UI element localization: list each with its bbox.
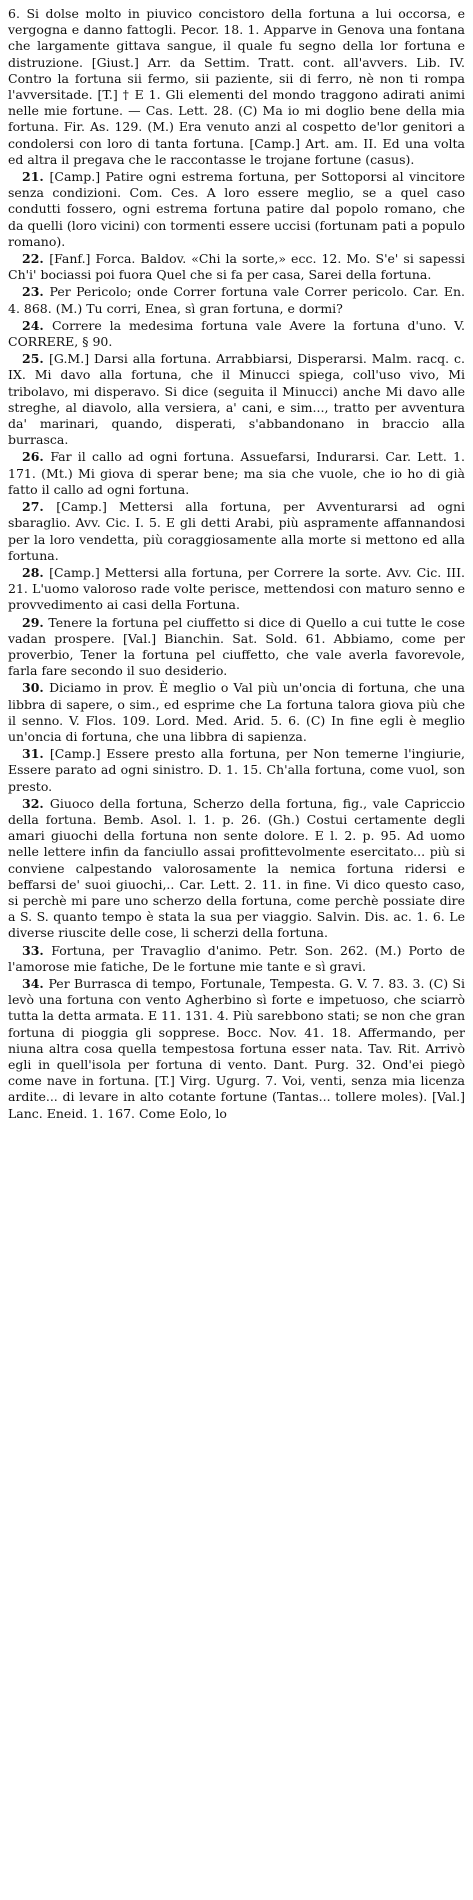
entry-24: 24. Correre la medesima fortuna vale Avere la fortuna d'uno. V. CORRERE, § 90. [8,317,465,350]
entry-number: 25. [22,351,50,367]
entry-number: 24. [22,317,52,333]
entry-number: 30. [22,680,50,696]
entry-27: 27. [Camp.] Mettersi alla fortuna, per Avventurarsi ad ogni sbaraglio. Avv. Cic. I. 5. E gli detti Arabi, più aspramente affannandosi per la loro vendetta, più coraggiosamente alla morte si mettono ed alla fortuna. [8,499,465,563]
entry-number: 23. [22,284,50,300]
entry-number: 33. [22,942,52,958]
entry-number: 27. [22,499,57,515]
entry-number: 32. [22,795,50,811]
entry-25: 25. [G.M.] Darsi alla fortuna. Arrabbiarsi, Disperarsi. Malm. racq. c. IX. Mi davo alla fortuna, che il Minucci spiega, coll'uso vivo, Mi tribolavo, mi disperavo. Si dice (seguita il Minucci) anche Mi davo alle streghe, al diavolo, alla versiera, a' cani, e sim..., tratto per avventura da' marinari, quando, disperati, s'abbandonano in braccio alla burrasca. [8,351,465,448]
entry-32: 32. Giuoco della fortuna, Scherzo della fortuna, fig., vale Capriccio della fortuna. Bemb. Asol. l. 1. p. 26. (Gh.) Costui certamente degli amari giuochi della fortuna non sente dolore. E l. 2. p. 95. Ad uomo nelle lettere infin da fanciullo assai profittevolmente esercitato... più si conviene calpestando valorosamente la nemica fortuna ridersi e beffarsi de' suoi giuochi,.. Car. Lett. 2. 11. in fine. Vi dico questo caso, si perchè mi pare uno scherzo della fortuna, come perchè possiate dire a S. S. quanto tempo è stata la sua per viaggio. Salvin. Dis. ac. 1. 6. Le diverse riuscite delle cose, li scherzi della fortuna. [8,795,465,941]
entry-number: 26. [22,449,51,465]
entry-number: 21. [22,169,50,185]
entry-number: 31. [22,746,50,762]
entry-33: 33. Fortuna, per Travaglio d'animo. Petr. Son. 262. (M.) Porto de l'amorose mie fatiche, De le fortune mie tante e sì gravi. [8,942,465,974]
entry-number: 22. [22,251,50,267]
entry-number: 28. [22,564,50,580]
entry-26: 26. Far il callo ad ogni fortuna. Assuefarsi, Indurarsi. Car. Lett. 1. 171. (Mt.) Mi giova di sperar bene; ma sia che vuole, che io ho di già fatto il callo ad ogni fortuna. [8,449,465,497]
entry-29: 29. Tenere la fortuna pel ciuffetto si dice di Quello a cui tutte le cose vadan prospere. [Val.] Bianchin. Sat. Sold. 61. Abbiamo, come per proverbio, Tener la fortuna pel ciuffetto, che vale averla favorevole, farla fare secondo il suo desiderio. [8,614,465,679]
entry-21: 21. [Camp.] Patire ogni estrema fortuna, per Sottoporsi al vincitore senza condizioni. Com. Ces. A loro essere meglio, se a quel caso condutti fossero, ogni estrema fortuna patire dal popolo romano, che da quelli (loro vicini) con tormenti essere uccisi (fortunam pati a populo romano). [8,169,465,249]
entry-6: 6. Si dolse molto in piuvico concistoro della fortuna a lui occorsa, e vergogna e danno fattogli. Pecor. 18. 1. Apparve in Genova una fontana che largamente gittava sangue, il quale fu segno della lor fortuna e distruzione. [Giust.] Arr. da Settim. Tratt. cont. all'avvers. Lib. IV. Contro la fortuna sii fermo, sii paziente, sii di ferro, nè non ti rompa l'avversitade. [T.] † E 1. Gli elementi del mondo traggono adirati animi nelle mie fortune. — Cas. Lett. 28. (C) Ma io mi doglio bene della mia fortuna. Fir. As. 129. (M.) Era venuto anzi al cospetto de'lor genitori a condolersi con loro di tanta fortuna. [Camp.] Art. am. II. Ed una volta ed altra il pregava che le raccontasse le trojane fortune (casus). [8,6,465,167]
entry-number: 29. [22,614,49,630]
entry-30: 30. Diciamo in prov. È meglio o Val più un'oncia di fortuna, che una libbra di sapere, o sim., ed esprime che La fortuna talora giova più che il senno. V. Flos. 109. Lord. Med. Arid. 5. 6. (C) In fine egli è meglio un'oncia di fortuna, che una libbra di sapienza. [8,680,465,744]
entry-23: 23. Per Pericolo; onde Correr fortuna vale Correr pericolo. Car. En. 4. 868. (M.) Tu corri, Enea, sì gran fortuna, e dormi? [8,284,465,316]
entry-28: 28. [Camp.] Mettersi alla fortuna, per Correre la sorte. Avv. Cic. III. 21. L'uomo valoroso rade volte perisce, mettendosi con maturo senno e provvedimento ai casi della Fortuna. [8,564,465,613]
entry-number: 34. [22,975,49,991]
entry-22: 22. [Fanf.] Forca. Baldov. «Chi la sorte,» ecc. 12. Mo. S'e' si sapessi Ch'i' bociassi poi fuora Quel che si fa per casa, Sarei della fortuna. [8,251,465,283]
entry-31: 31. [Camp.] Essere presto alla fortuna, per Non temerne l'ingiurie, Essere parato ad ogni sinistro. D. 1. 15. Ch'alla fortuna, come vuol, son presto. [8,746,465,794]
entry-34: 34. Per Burrasca di tempo, Fortunale, Tempesta. G. V. 7. 83. 3. (C) Si levò una fortuna con vento Agherbino sì forte e impetuoso, che sciarrò tutta la detta armata. E 11. 131. 4. Più sarebbono stati; se non che gran fortuna di pioggia gli soppresе. Bocc. Nov. 41. 18. Affermando, per niuna altra cosa quella tempestosa fortuna esser nata. Tav. Rit. Arrivò egli in quell'isola per fortuna di vento. Dant. Purg. 32. Ond'ei piegò come nave in fortuna. [T.] Virg. Ugurg. 7. Voi, venti, senza mia licenza ardite... di levare in alto cotante fortune (Tantas... tollere moles). [Val.] Lanc. Eneid. 1. 167. Come Eolo, lo [8,975,465,1121]
